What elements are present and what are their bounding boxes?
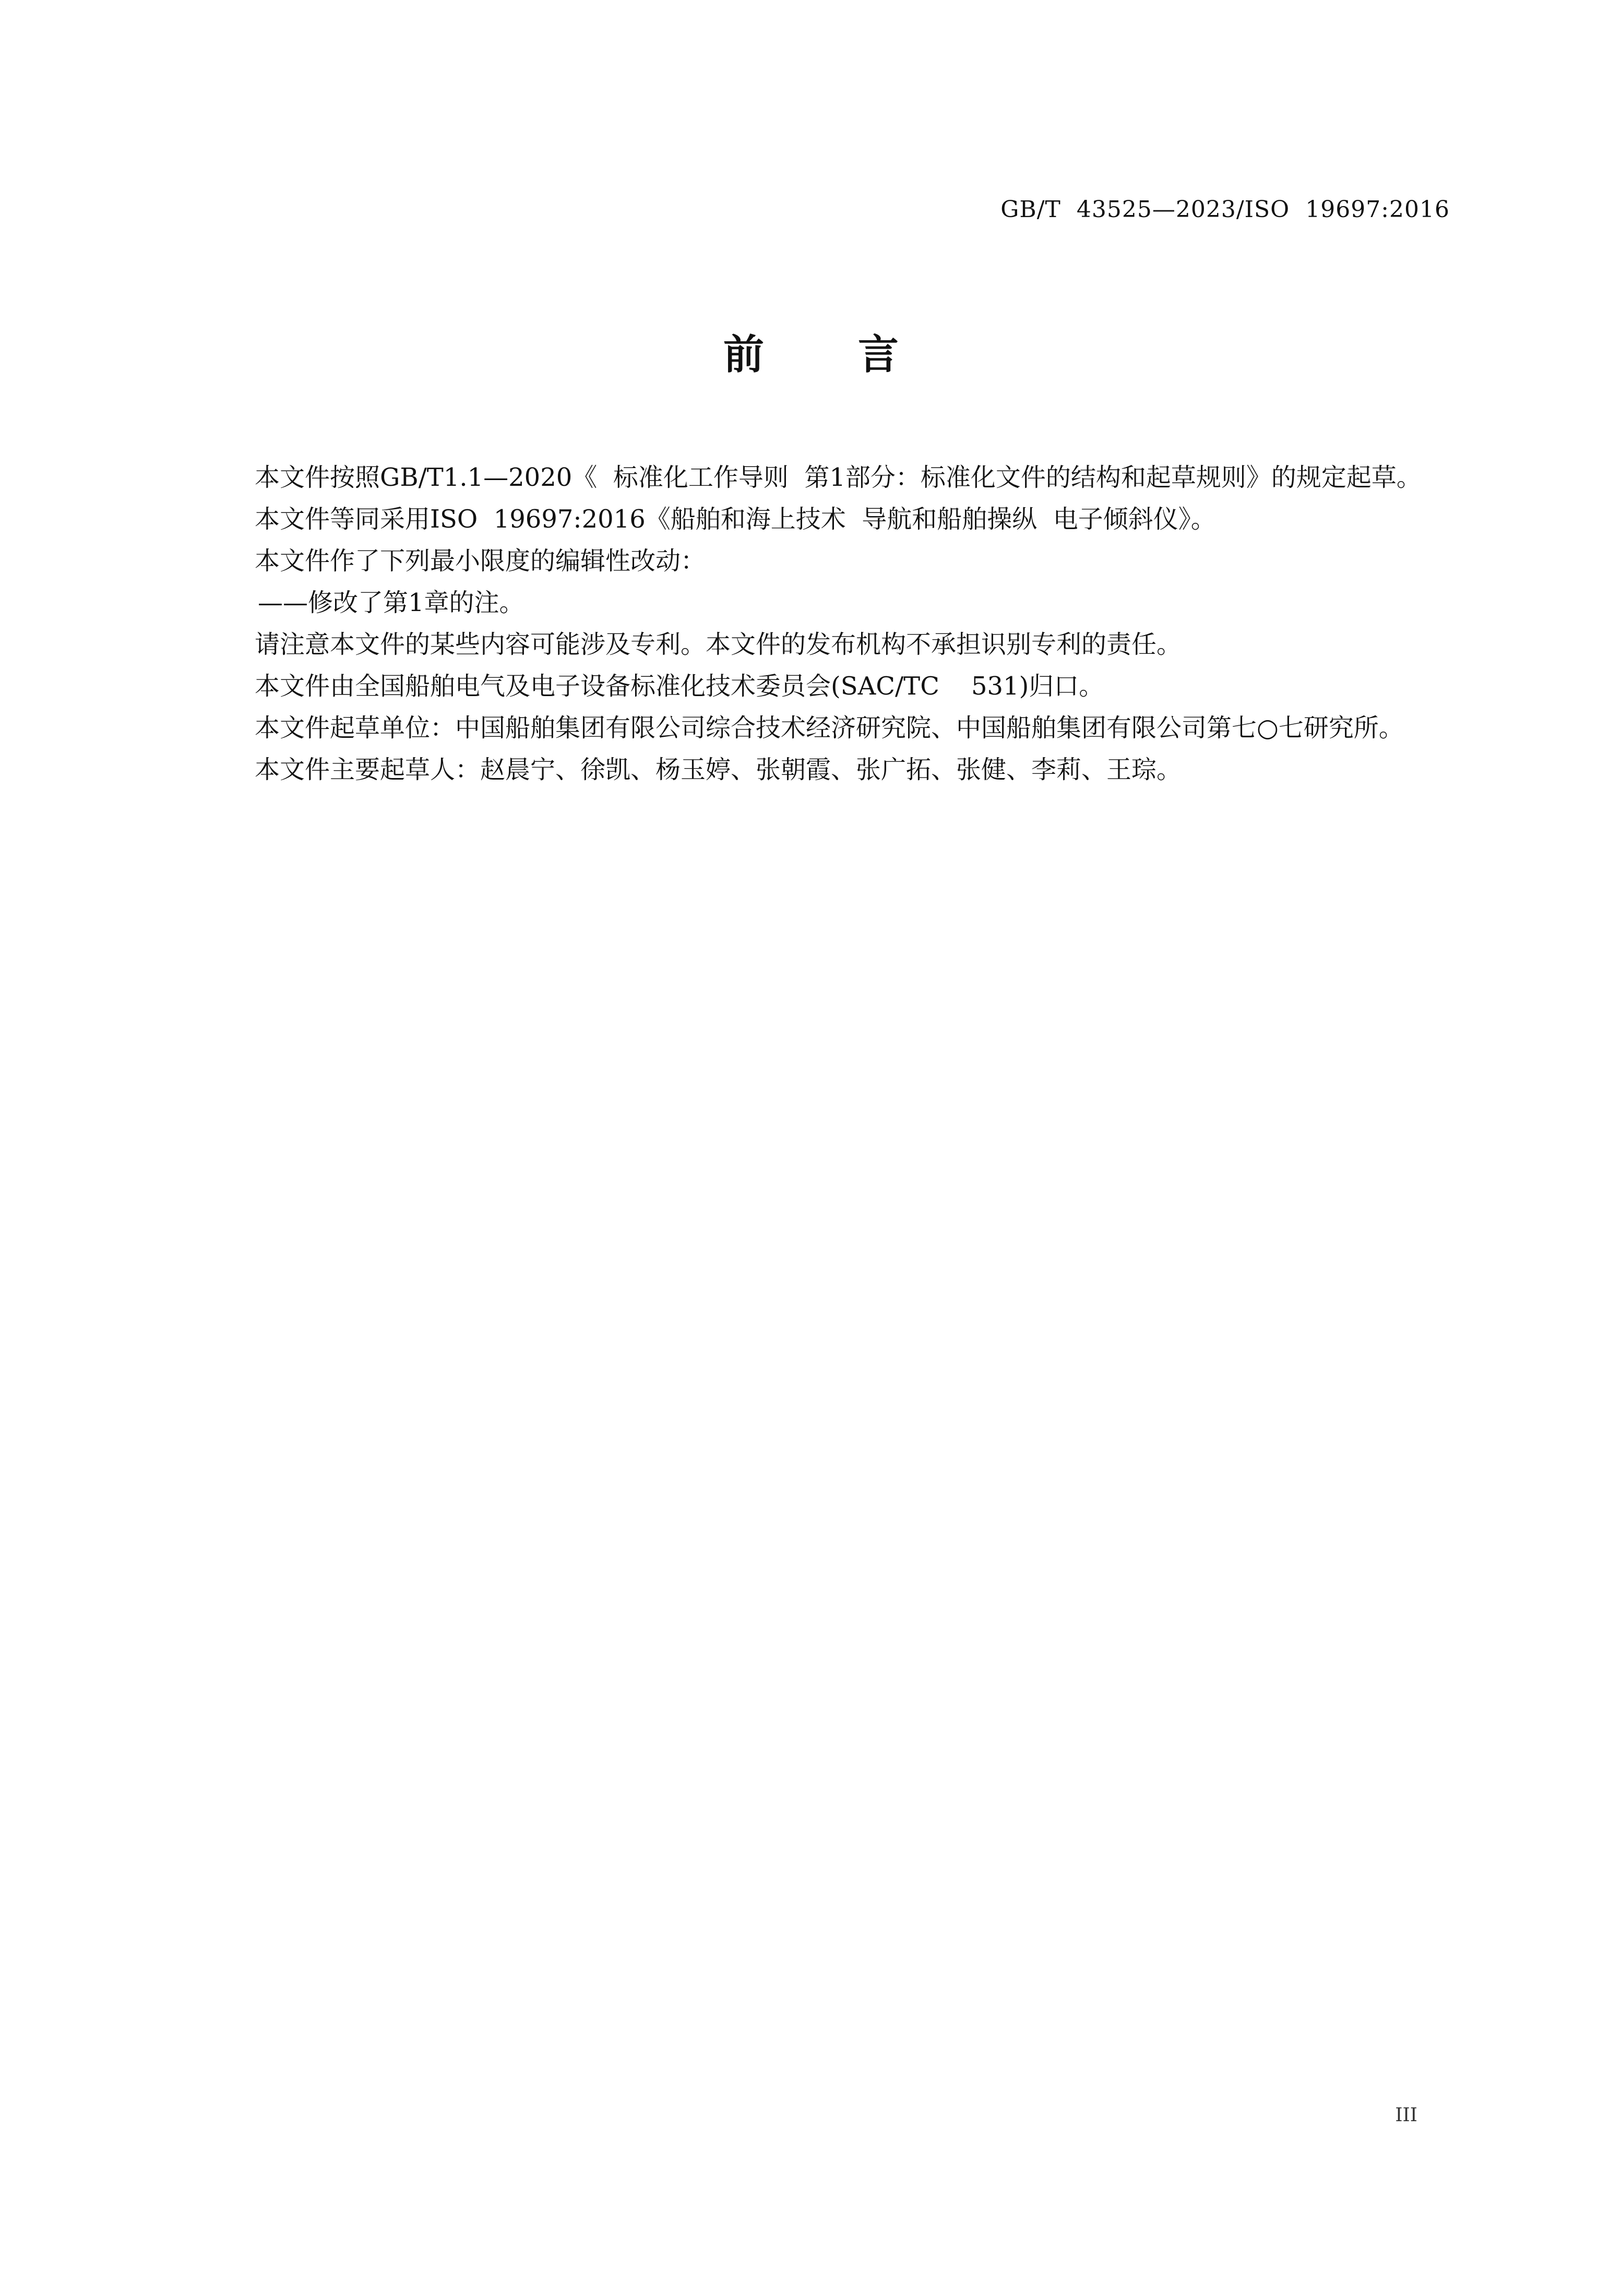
list-item-change: ——修改了第1章的注。 (258, 588, 524, 617)
page-number: III (1395, 2104, 1417, 2126)
foreword-body (193, 457, 1446, 791)
standard-code-header: GB/T 43525—2023/ISO 19697:2016 (1000, 196, 1450, 223)
paragraph-drafting-rules: 本文件按照GB/T1.1—2020《 标准化工作导则 第1部分：标准化文件的结构和起草规则》的规定起草。 (255, 463, 1422, 492)
paragraph-identical-adoption: 本文件等同采用ISO 19697:2016《船舶和海上技术 导航和船舶操纵 电子倾斜仪》。 (255, 505, 1216, 534)
paragraph-patent-notice: 请注意本文件的某些内容可能涉及专利。本文件的发布机构不承担识别专利的责任。 (255, 630, 1182, 659)
paragraph-editorial-changes: 本文件作了下列最小限度的编辑性改动： (255, 546, 706, 576)
page-title: 前言 (723, 331, 993, 378)
paragraph-drafters: 本文件主要起草人：赵晨宁、徐凯、杨玉婷、张朝霞、张广拓、张健、李莉、王琮。 (255, 755, 1182, 784)
paragraph-committee: 本文件由全国船舶电气及电子设备标准化技术委员会(SAC/TC 531)归口。 (255, 672, 1104, 701)
paragraph-drafting-units: 本文件起草单位：中国船舶集团有限公司综合技术经济研究院、中国船舶集团有限公司第七○七研究所。 (255, 713, 1404, 743)
